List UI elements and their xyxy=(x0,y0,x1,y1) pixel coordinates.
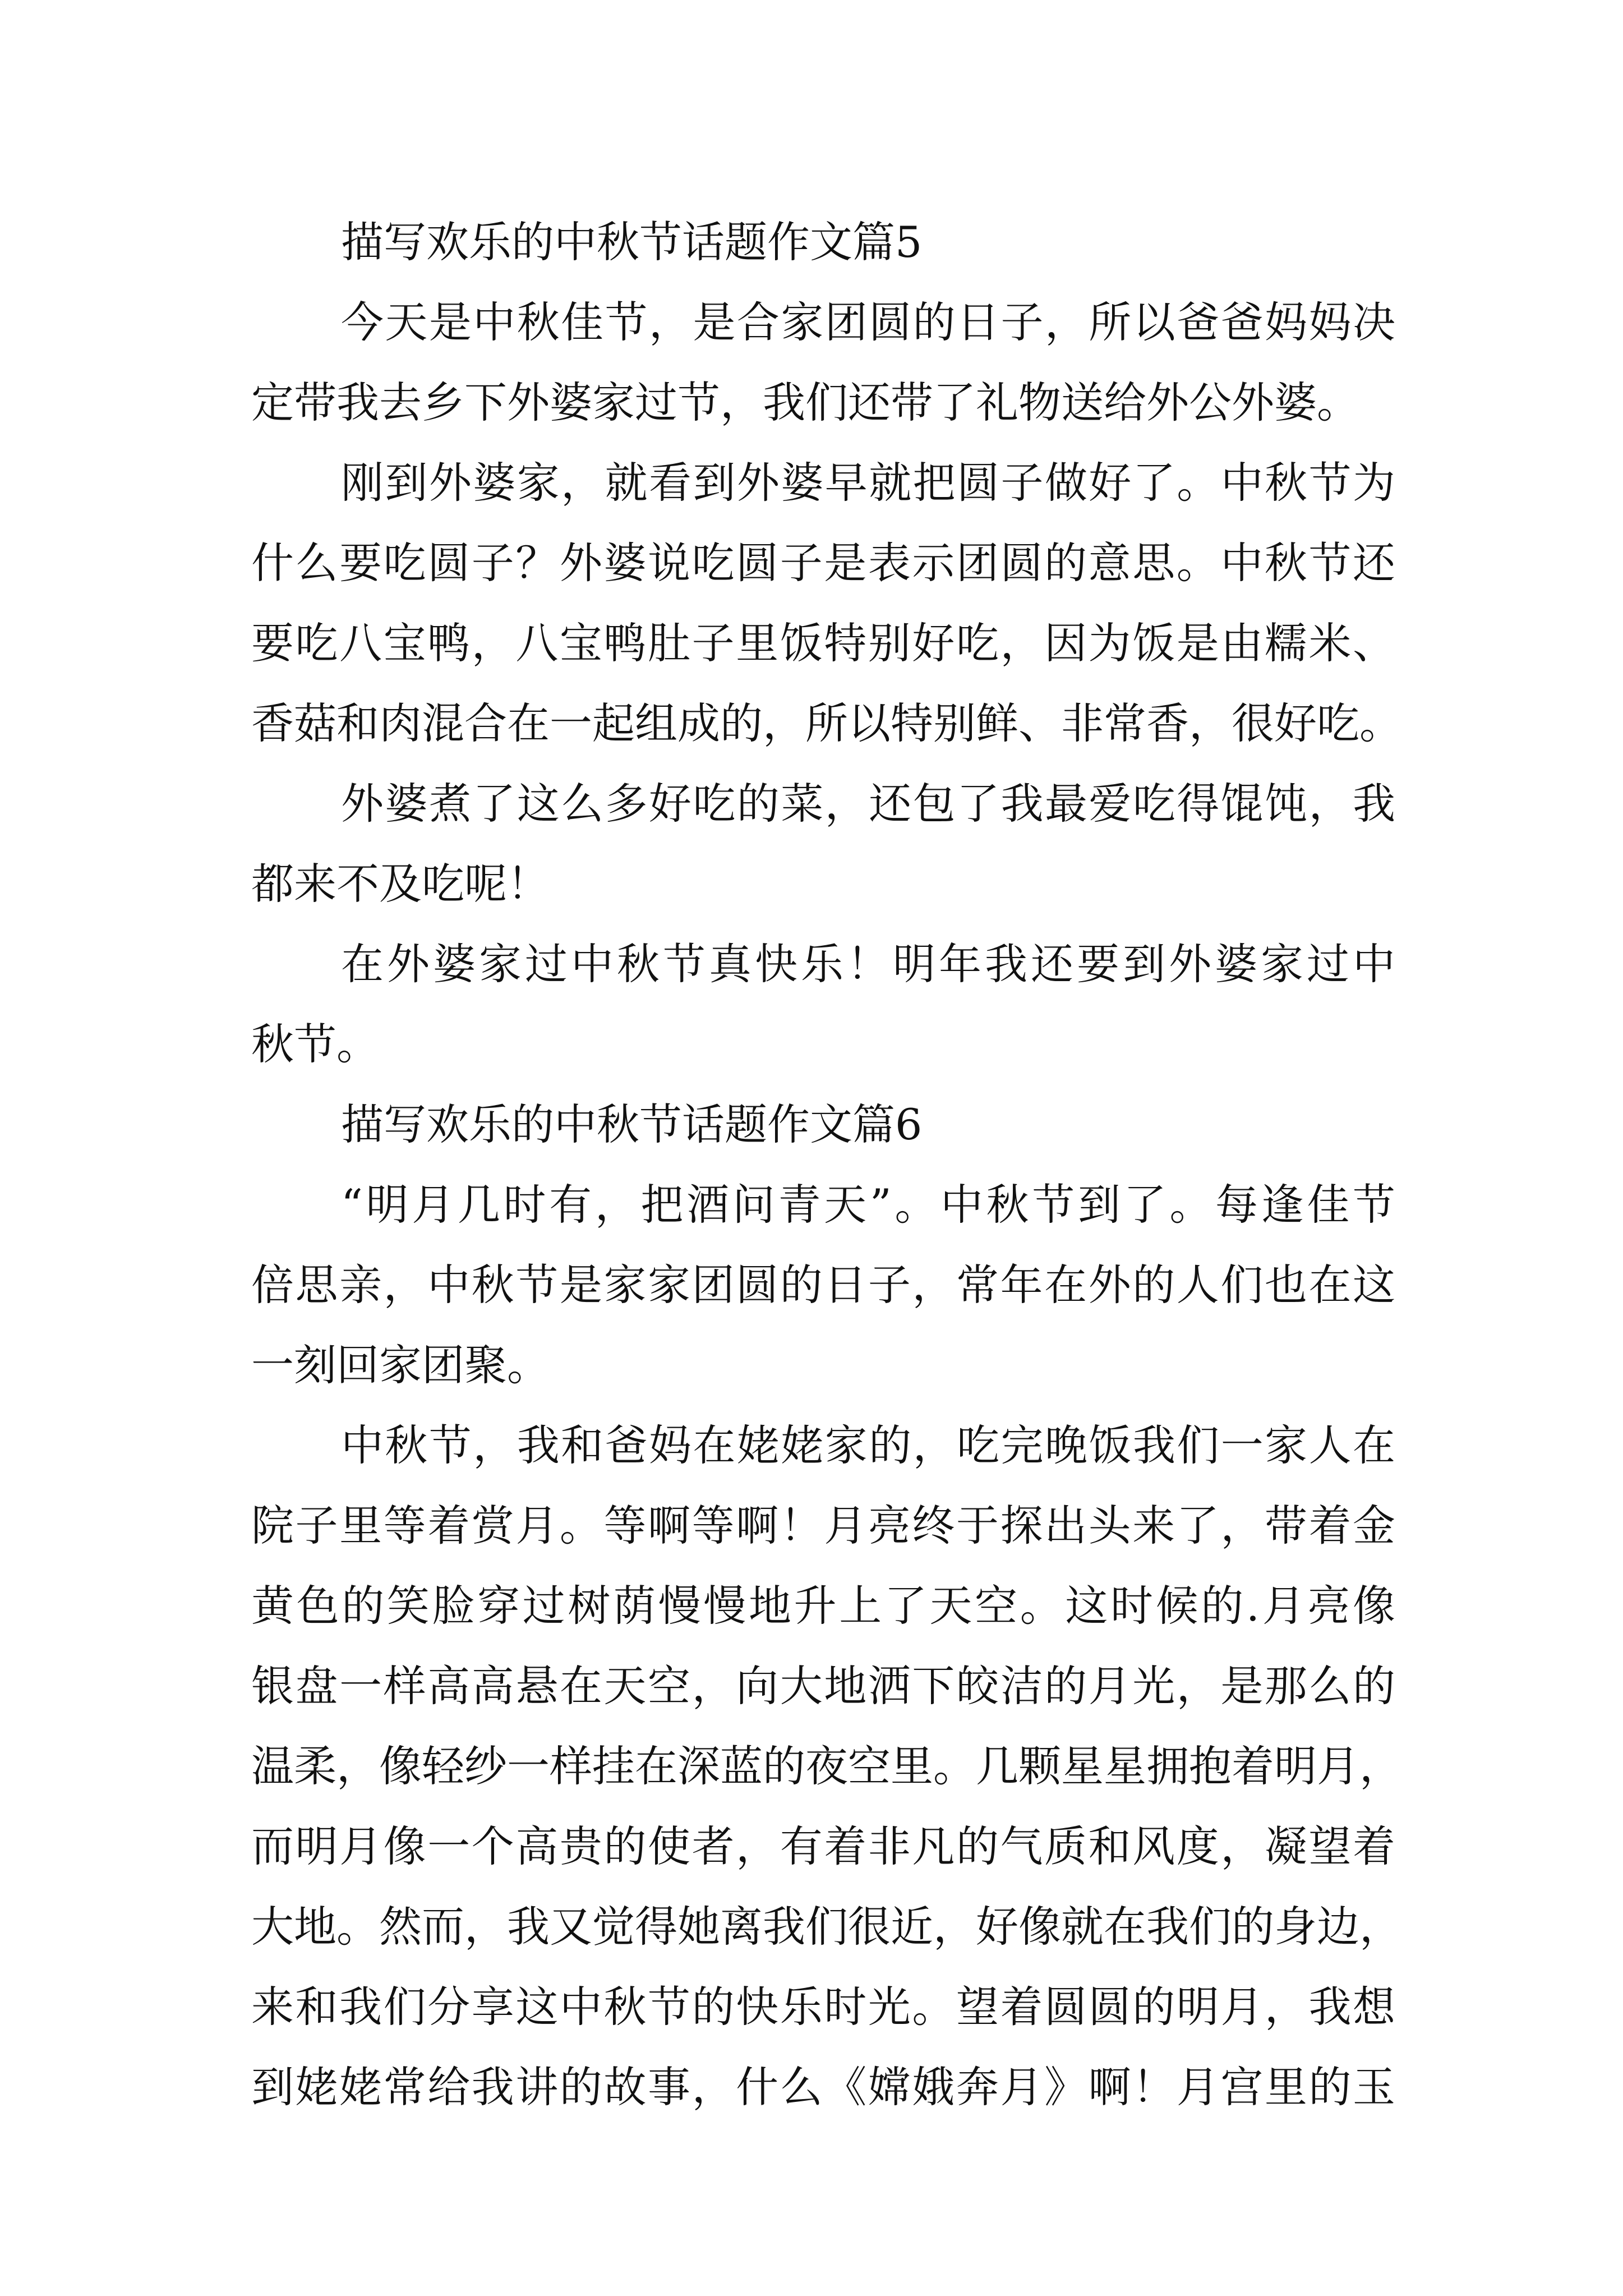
essay-body xyxy=(251,202,1402,2127)
paragraph-line: 黄色的笑脸穿过树荫慢慢地升上了天空。这时候的.月亮像 xyxy=(251,1581,1395,1631)
paragraph-line: 外婆煮了这么多好吃的菜，还包了我最爱吃得馄饨，我 xyxy=(341,779,1395,829)
paragraph-line: 香菇和肉混合在一起组成的，所以特别鲜、非常香，很好吃。 xyxy=(251,698,1402,748)
paragraph-line: “明月几时有，把酒问青天”。中秋节到了。每逢佳节 xyxy=(341,1180,1395,1230)
paragraph-line: 大地。然而，我又觉得她离我们很近，好像就在我们的身边， xyxy=(251,1902,1402,1952)
paragraph-line: 倍思亲，中秋节是家家团圆的日子，常年在外的人们也在这 xyxy=(251,1260,1395,1310)
section-heading: 描写欢乐的中秋节话题作文篇6 xyxy=(341,1099,923,1149)
paragraph-line: 秋节。 xyxy=(251,1019,379,1069)
section-heading: 描写欢乐的中秋节话题作文篇5 xyxy=(341,217,923,267)
paragraph-line: 定带我去乡下外婆家过节，我们还带了礼物送给外公外婆。 xyxy=(251,378,1359,427)
paragraph-line: 到姥姥常给我讲的故事，什么《嫦娥奔月》啊！月宫里的玉 xyxy=(251,2062,1395,2112)
paragraph-line: 院子里等着赏月。等啊等啊！月亮终于探出头来了，带着金 xyxy=(251,1501,1395,1550)
paragraph-line: 温柔，像轻纱一样挂在深蓝的夜空里。几颗星星拥抱着明月， xyxy=(251,1741,1402,1791)
paragraph-line: 都来不及吃呢！ xyxy=(251,859,550,909)
paragraph-line: 刚到外婆家，就看到外婆早就把圆子做好了。中秋节为 xyxy=(341,458,1395,508)
paragraph-line: 在外婆家过中秋节真快乐！明年我还要到外婆家过中 xyxy=(341,939,1395,989)
paragraph-line: 今天是中秋佳节，是合家团圆的日子，所以爸爸妈妈决 xyxy=(341,297,1395,347)
paragraph-line: 银盘一样高高悬在天空，向大地洒下皎洁的月光，是那么的 xyxy=(251,1661,1395,1711)
paragraph-line: 一刻回家团聚。 xyxy=(251,1340,550,1390)
paragraph-line: 要吃八宝鸭，八宝鸭肚子里饭特别好吃，因为饭是由糯米、 xyxy=(251,618,1395,668)
paragraph-line: 来和我们分享这中秋节的快乐时光。望着圆圆的明月，我想 xyxy=(251,1982,1395,2032)
paragraph-line: 中秋节，我和爸妈在姥姥家的，吃完晚饭我们一家人在 xyxy=(341,1420,1395,1470)
paragraph-line: 什么要吃圆子？外婆说吃圆子是表示团圆的意思。中秋节还 xyxy=(251,538,1395,588)
paragraph-line: 而明月像一个高贵的使者，有着非凡的气质和风度，凝望着 xyxy=(251,1821,1395,1871)
